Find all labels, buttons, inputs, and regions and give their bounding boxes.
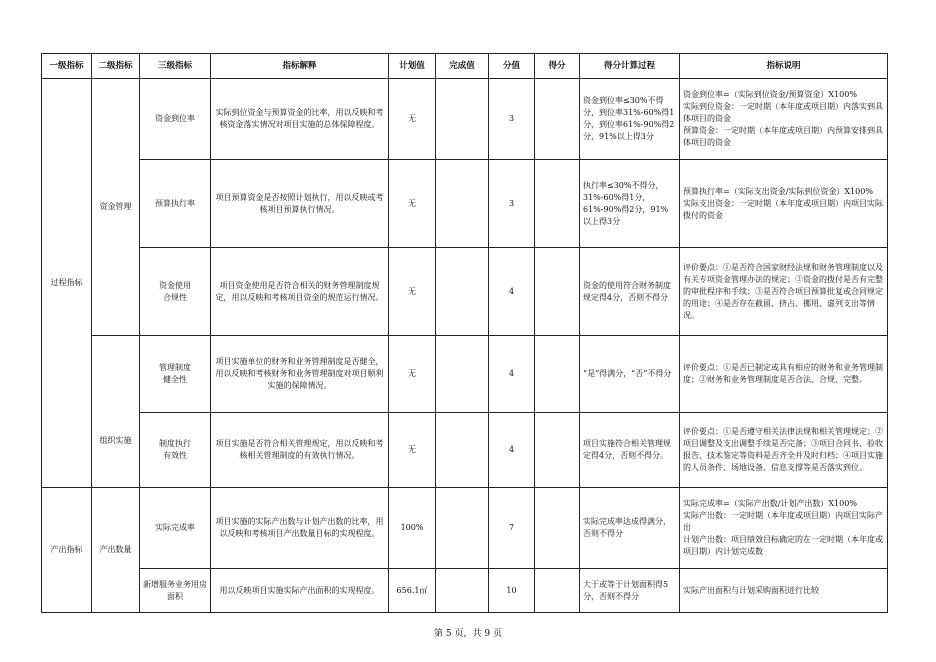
points-cell: 4	[489, 336, 535, 413]
table-row	[42, 336, 888, 413]
header-desc: 指标说明	[680, 54, 888, 79]
indicator-cell: 实际完成率	[140, 488, 211, 569]
indicator-text: 管理制度 健全性	[159, 363, 191, 384]
points-cell: 3	[489, 160, 535, 248]
indicator-cell: 新增服务业务用房面积	[140, 569, 211, 613]
desc-cell: 评价要点：①是否已制定或具有相应的财务和业务管理制度；②财务和业务管理制度是否合法、合规、完整。	[680, 336, 888, 413]
done-cell	[436, 336, 489, 413]
level1-cell: 过程指标	[42, 79, 92, 488]
plan-cell: 无	[389, 79, 436, 160]
score-cell	[535, 569, 580, 613]
plan-cell: 100%	[389, 488, 436, 569]
desc-cell	[680, 488, 888, 569]
score-cell	[535, 488, 580, 569]
indicator-cell: 资金到位率	[140, 79, 211, 160]
done-cell	[436, 79, 489, 160]
plan-cell: 无	[389, 160, 436, 248]
plan-cell: 无	[389, 413, 436, 488]
level2-cell: 资金管理	[92, 79, 140, 336]
level1-cell: 产出指标	[42, 488, 92, 613]
table-row	[42, 488, 888, 569]
score-cell	[535, 248, 580, 336]
desc-cell: 评价要点：①是否遵守相关法律法规和相关管理规定；②项目调整及支出调整手续是否完备；③项目合同书、验收报告、技术鉴定等资料是否齐全并及时归档；④项目实施的人员条件、场地设备、信息支撑等是否落实到位。	[680, 413, 888, 488]
points-cell: 10	[489, 569, 535, 613]
desc-cell	[680, 79, 888, 160]
explanation-cell: 项目实施的实际产出数与计划产出数的比率，用以反映和考核项目产出数量目标的实现程度。	[211, 488, 389, 569]
indicator-text: 资金使用 合规性	[159, 280, 191, 302]
indicator-cell	[140, 413, 211, 488]
desc-text: 预算执行率=（实际支出资金/实际到位资金）X100% 实际支出资金：一定时期（本年度或项目期）内项目实际拨付的资金	[683, 186, 883, 220]
indicator-cell: 预算执行率	[140, 160, 211, 248]
score-cell	[535, 79, 580, 160]
table-row	[42, 79, 888, 160]
level2-cell: 产出数量	[92, 488, 140, 613]
calc-cell: 执行率≤30%不得分，31%-60%得1分，61%-90%得2分，91%以上得3分	[580, 160, 680, 248]
header-level3: 三级指标	[140, 54, 211, 79]
desc-cell: 评价要点：①是否符合国家财经法规和财务管理制度以及有关专项资金管理办法的规定；②资金的拨付是否有完整的审批程序和手续；③是否符合项目预算批复或合同规定的用途；④是否存在截留、挤占、挪用、虚列支出等情况。	[680, 248, 888, 336]
score-cell	[535, 160, 580, 248]
desc-text: 实际完成率=（实际产出数/计划产出数）X100% 实际产出数：一定时期（本年度或项目期）内项目实际产出 计划产出数：项目绩效目标确定的在一定时期（本年度或项目期）内计划完成数	[683, 499, 883, 556]
explanation-cell: 项目资金使用是否符合相关的财务管理制度规定，用以反映和考核项目资金的规范运行情况。	[211, 248, 389, 336]
points-cell: 7	[489, 488, 535, 569]
header-level1: 一级指标	[42, 54, 92, 79]
done-cell	[436, 160, 489, 248]
plan-cell: 656.1㎡	[389, 569, 436, 613]
header-score: 得分	[535, 54, 580, 79]
header-row	[42, 54, 888, 79]
calc-cell: 实际完成率达成得满分，否则不得分	[580, 488, 680, 569]
header-calc: 得分计算过程	[580, 54, 680, 79]
calc-cell: 项目实施符合相关管理规定得4分，否则不得分。	[580, 413, 680, 488]
plan-cell: 无	[389, 336, 436, 413]
header-points: 分值	[489, 54, 535, 79]
indicator-cell	[140, 248, 211, 336]
plan-cell: 无	[389, 248, 436, 336]
calc-cell: 大于或等于计划面积得5分，否则不得分	[580, 569, 680, 613]
table-row	[42, 248, 888, 336]
indicator-cell	[140, 336, 211, 413]
done-cell	[436, 488, 489, 569]
desc-cell: 实际产出面积与计划采购面积进行比较	[680, 569, 888, 613]
explanation-cell: 项目预算资金是否按照计划执行，用以反映或考核项目预算执行情况。	[211, 160, 389, 248]
points-cell: 3	[489, 79, 535, 160]
indicator-text: 制度执行 有效性	[159, 439, 191, 460]
explanation-cell: 用以反映项目实施实际产出面积的实现程度。	[211, 569, 389, 613]
calc-cell: 资金的使用符合财务制度规定得4分，否则不得分	[580, 248, 680, 336]
points-cell: 4	[489, 413, 535, 488]
explanation-cell: 项目实施单位的财务和业务管理制度是否健全，用以反映和考核财务和业务管理制度对项目顺利实施的保障情况。	[211, 336, 389, 413]
page-number: 第 5 页，共 9 页	[434, 629, 502, 639]
done-cell	[436, 569, 489, 613]
calc-cell: “是”得满分，“否”不得分	[580, 336, 680, 413]
calc-cell: 资金到位率≤30%不得分，到位率31%-60%得1分，到位率61%-90%得2分，91%以上得3分	[580, 79, 680, 160]
header-explanation: 指标解释	[211, 54, 389, 79]
points-cell: 4	[489, 248, 535, 336]
desc-text: 资金到位率=（实际到位资金/预算资金）X100% 实际到位资金：一定时期（本年度或项目期）内落实到具体项目的资金 预算资金：一定时期（本年度或项目期）内预算安排到具体项目的资金	[683, 90, 883, 147]
table-row	[42, 413, 888, 488]
table-row	[42, 160, 888, 248]
done-cell	[436, 248, 489, 336]
score-cell	[535, 336, 580, 413]
score-cell	[535, 413, 580, 488]
explanation-cell: 实际到位资金与预算资金的比率，用以反映和考核资金落实情况对项目实施的总体保障程度。	[211, 79, 389, 160]
evaluation-table	[41, 53, 888, 613]
level2-cell: 组织实施	[92, 336, 140, 488]
desc-cell	[680, 160, 888, 248]
header-done: 完成值	[436, 54, 489, 79]
explanation-cell: 项目实施是否符合相关管理规定，用以反映和考核相关管理制度的有效执行情况。	[211, 413, 389, 488]
done-cell	[436, 413, 489, 488]
header-level2: 二级指标	[92, 54, 140, 79]
header-plan: 计划值	[389, 54, 436, 79]
table-row	[42, 569, 888, 613]
